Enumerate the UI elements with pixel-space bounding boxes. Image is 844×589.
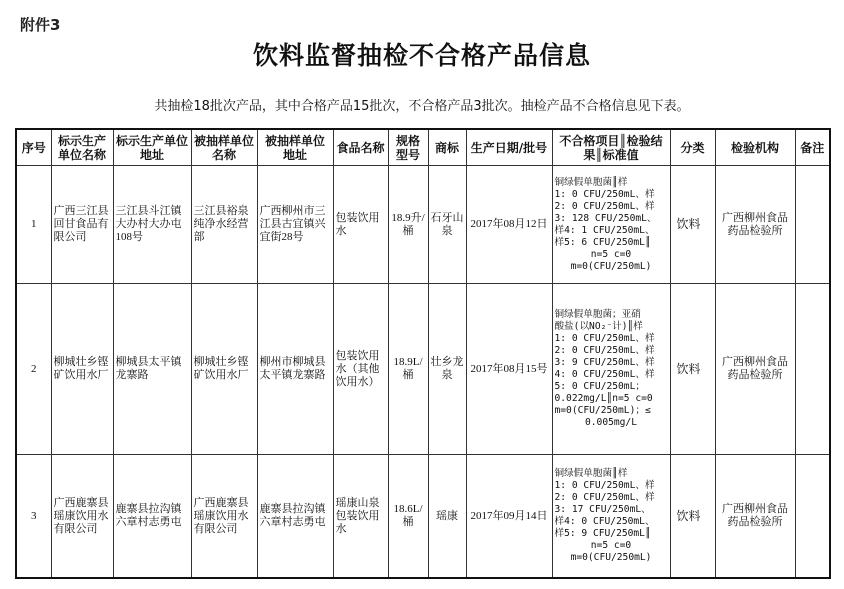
cell-producer-address: 三江县斗江镇大办村大办屯108号: [113, 166, 191, 284]
cell-no: 1: [16, 166, 51, 284]
cell-producer: 广西鹿寨县瑶康饮用水有限公司: [51, 455, 113, 579]
cell-no: 2: [16, 284, 51, 455]
summary-text: 共抽检18批次产品，其中合格产品15批次，不合格产品3批次。抽检产品不合格信息见下表。: [154, 99, 690, 114]
cell-producer: 柳城壮乡铿矿饮用水厂: [51, 284, 113, 455]
header-sampled-unit: 被抽样单位名称: [191, 129, 257, 166]
result-line: 样4: 1 CFU/250mL、: [554, 224, 655, 236]
cell-date: 2017年09月14日: [466, 455, 552, 579]
result-line: 0.005mg/L: [585, 417, 637, 428]
result-line: 铜绿假单胞菌║样: [554, 468, 628, 479]
header-agency: 检验机构: [715, 129, 795, 166]
cell-brand: 瑶康: [428, 455, 466, 579]
result-line: m=0(CFU/250mL)；≤: [554, 405, 651, 416]
result-line: 2: 0 CFU/250mL、样: [554, 345, 655, 356]
header-category: 分类: [670, 129, 715, 166]
cell-food-name: 包装饮用水（其他饮用水）: [333, 284, 388, 455]
cell-remark: [795, 166, 830, 284]
result-line: 样5: 6 CFU/250mL║: [554, 236, 651, 248]
cell-agency: 广西柳州食品药品检验所: [715, 455, 795, 579]
result-line: 酸盐(以NO₂⁻计)║样: [554, 321, 643, 332]
cell-sampled-address: 广西柳州市三江县古宜镇兴宜街28号: [257, 166, 333, 284]
result-line: 铜绿假单胞菌；亚硝: [554, 309, 641, 320]
cell-date: 2017年08月15号: [466, 284, 552, 455]
result-line: m=0(CFU/250mL): [570, 552, 652, 563]
cell-sampled-address: 鹿寨县拉沟镇六章村志勇屯: [257, 455, 333, 579]
result-line: 0.022mg/L║n=5 c=0: [554, 393, 653, 404]
cell-remark: [795, 284, 830, 455]
header-producer-address: 标示生产单位地址: [113, 129, 191, 166]
result-line: 5: 0 CFU/250mL；: [554, 381, 645, 392]
cell-category: 饮料: [670, 166, 715, 284]
result-line: 样4: 0 CFU/250mL、: [554, 516, 655, 527]
cell-sampled-unit: 广西鹿寨县瑶康饮用水有限公司: [191, 455, 257, 579]
result-line: 3: 128 CFU/250mL、: [554, 212, 657, 224]
result-line: 2: 0 CFU/250mL、样: [554, 200, 655, 212]
table-row: [16, 284, 830, 455]
result-line: 2: 0 CFU/250mL、样: [554, 492, 655, 503]
cell-spec: 18.9升/桶: [388, 166, 428, 284]
header-food-name: 食品名称: [333, 129, 388, 166]
cell-spec: 18.9L/桶: [388, 284, 428, 455]
result-line: 3: 9 CFU/250mL、样: [554, 357, 655, 368]
header-spec: 规格型号: [388, 129, 428, 166]
cell-no: 3: [16, 455, 51, 579]
cell-sampled-unit: 三江县裕泉纯净水经营部: [191, 166, 257, 284]
cell-category: 饮料: [670, 284, 715, 455]
unqualified-products-table: [15, 128, 831, 579]
header-date: 生产日期/批号: [466, 129, 552, 166]
result-line: m=0(CFU/250mL): [570, 260, 652, 272]
cell-agency: 广西柳州食品药品检验所: [715, 166, 795, 284]
cell-result: [552, 284, 670, 455]
header-no: 序号: [16, 129, 51, 166]
result-line: n=5 c=0: [590, 540, 632, 551]
result-line: 1: 0 CFU/250mL、样: [554, 188, 655, 200]
result-line: 1: 0 CFU/250mL、样: [554, 333, 655, 344]
cell-food-name: 包装饮用水: [333, 166, 388, 284]
result-line: 1: 0 CFU/250mL、样: [554, 480, 655, 491]
cell-sampled-address: 柳州市柳城县太平镇龙寨路: [257, 284, 333, 455]
document-title: 饮料监督抽检不合格产品信息: [252, 41, 591, 70]
cell-category: 饮料: [670, 455, 715, 579]
cell-spec: 18.6L/桶: [388, 455, 428, 579]
cell-result: [552, 455, 670, 579]
header-result: 不合格项目║检验结果║标准值: [552, 129, 670, 166]
cell-result: [552, 166, 670, 284]
header-producer: 标示生产单位名称: [51, 129, 113, 166]
header-remark: 备注: [795, 129, 830, 166]
cell-food-name: 瑶康山泉包装饮用水: [333, 455, 388, 579]
attachment-label: 附件3: [20, 16, 61, 34]
result-line: 4: 0 CFU/250mL、样: [554, 369, 655, 380]
cell-date: 2017年08月12日: [466, 166, 552, 284]
cell-brand: 石牙山泉: [428, 166, 466, 284]
result-line: 3: 17 CFU/250mL、: [554, 504, 651, 515]
table-row: [16, 166, 830, 284]
result-line: n=5 c=0: [590, 248, 632, 260]
result-line: 铜绿假单胞菌║样: [554, 176, 628, 188]
table-row: [16, 455, 830, 579]
cell-remark: [795, 455, 830, 579]
cell-sampled-unit: 柳城壮乡铿矿饮用水厂: [191, 284, 257, 455]
cell-agency: 广西柳州食品药品检验所: [715, 284, 795, 455]
result-line: 样5: 9 CFU/250mL║: [554, 528, 651, 539]
cell-producer-address: 鹿寨县拉沟镇六章村志勇屯: [113, 455, 191, 579]
header-sampled-address: 被抽样单位地址: [257, 129, 333, 166]
table-header-row: [16, 129, 830, 166]
header-brand: 商标: [428, 129, 466, 166]
cell-brand: 壮乡龙泉: [428, 284, 466, 455]
cell-producer-address: 柳城县太平镇龙寨路: [113, 284, 191, 455]
cell-producer: 广西三江县回甘食品有限公司: [51, 166, 113, 284]
